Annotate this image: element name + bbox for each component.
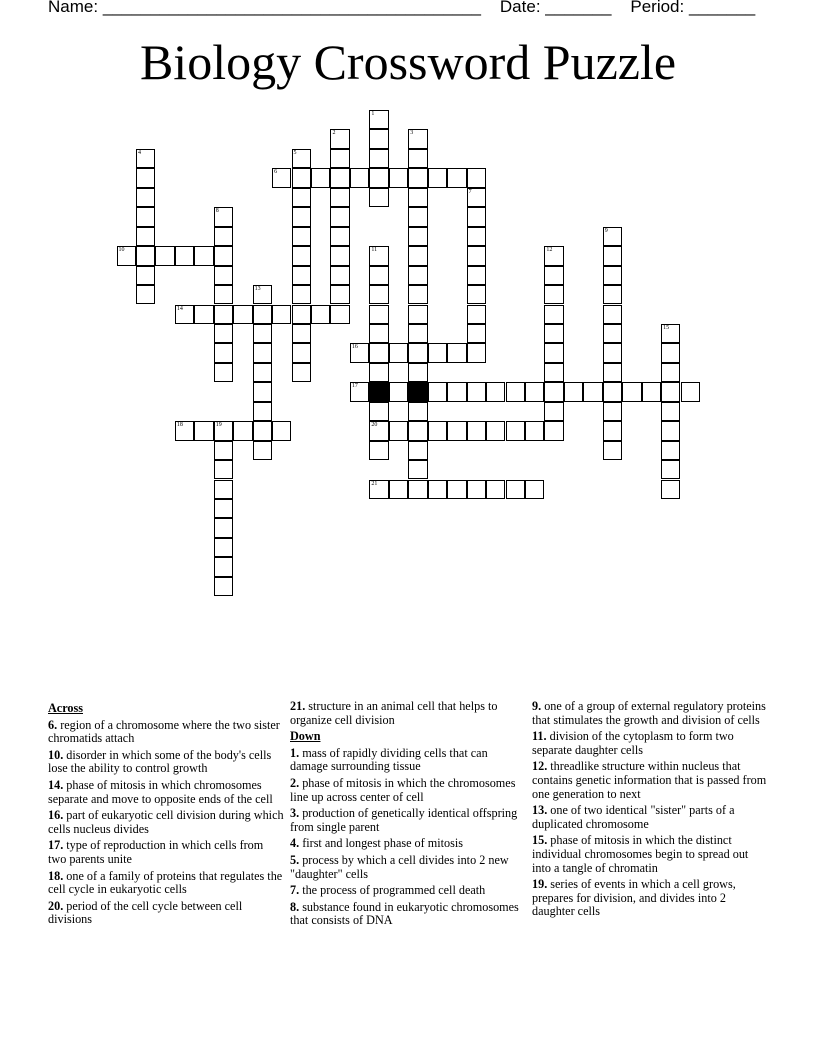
grid-cell[interactable]	[214, 499, 233, 518]
clue-item	[48, 779, 284, 806]
grid-cell[interactable]	[194, 421, 213, 440]
clue-text: mass of rapidly dividing cells that can damage surrounding tissue	[290, 745, 488, 774]
grid-cell[interactable]	[253, 363, 272, 382]
grid-cell[interactable]	[603, 363, 622, 382]
page-title: Biology Crossword Puzzle	[139, 34, 677, 90]
grid-cell[interactable]	[467, 266, 486, 285]
grid-cell[interactable]	[330, 246, 349, 265]
clue-item	[290, 777, 526, 804]
grid-cell[interactable]	[369, 363, 388, 382]
clue-number-label: 16.	[48, 808, 64, 823]
clue-text: production of genetically identical offspring from single parent	[290, 806, 518, 834]
clue-item	[290, 884, 526, 898]
grid-cell[interactable]	[214, 421, 233, 440]
clue-text: process by which a cell divides into 2 new "daughter" cells	[290, 852, 509, 881]
clue-text: first and longest phase of mitosis	[299, 836, 463, 851]
grid-cell[interactable]	[330, 227, 349, 246]
grid-cell[interactable]	[136, 227, 155, 246]
clue-text: period of the cell cycle between cell divisions	[48, 898, 243, 927]
grid-cell[interactable]	[350, 168, 369, 187]
clue-number-label: 1.	[290, 745, 300, 760]
grid-cell[interactable]	[428, 480, 447, 499]
clue-number-label: 2.	[290, 775, 300, 790]
clue-number: 8	[215, 208, 219, 215]
grid-cell[interactable]	[408, 246, 427, 265]
clue-text: disorder in which some of the body's cells lose the ability to control growth	[48, 747, 272, 776]
grid-cell[interactable]	[525, 382, 544, 401]
clue-item	[532, 878, 768, 919]
grid-cell[interactable]	[506, 421, 525, 440]
grid-cell[interactable]	[408, 227, 427, 246]
grid-cell[interactable]	[603, 305, 622, 324]
grid-cell[interactable]	[603, 421, 622, 440]
clue-number: 10	[118, 247, 125, 254]
grid-cell[interactable]	[253, 441, 272, 460]
grid-cell[interactable]	[447, 421, 466, 440]
clue-number: 12	[546, 247, 553, 254]
grid-cell[interactable]	[214, 480, 233, 499]
grid-cell[interactable]	[155, 246, 174, 265]
name-label: Name:	[48, 0, 99, 16]
grid-cell[interactable]	[194, 246, 213, 265]
grid-cell[interactable]	[661, 324, 680, 343]
grid-cell[interactable]	[544, 285, 563, 304]
clue-text: substance found in eukaryotic chromosomes that consists of DNA	[290, 899, 519, 928]
grid-cell[interactable]	[525, 421, 544, 440]
grid-cell[interactable]	[214, 207, 233, 226]
grid-cell[interactable]	[603, 343, 622, 362]
clue-number-label: 12.	[532, 759, 548, 774]
grid-cell[interactable]	[428, 382, 447, 401]
grid-cell[interactable]	[214, 557, 233, 576]
clue-number: 19	[215, 422, 222, 429]
clue-number: 3	[410, 130, 414, 137]
clue-number: 14	[176, 305, 183, 312]
clue-text: threadlike structure within nucleus that contains genetic information that is passed from one generation to next	[532, 759, 767, 801]
grid-cell[interactable]	[603, 382, 622, 401]
grid-cell[interactable]	[408, 285, 427, 304]
clue-number-label: 21.	[290, 699, 306, 713]
grid-cell[interactable]	[330, 188, 349, 207]
grid-cell[interactable]	[428, 168, 447, 187]
grid-cell[interactable]	[486, 421, 505, 440]
grid-cell[interactable]	[214, 266, 233, 285]
grid-cell[interactable]	[369, 343, 388, 362]
grid-cell[interactable]	[330, 149, 349, 168]
grid-cell[interactable]	[311, 305, 330, 324]
clue-number: 2	[332, 130, 336, 137]
grid-cell[interactable]	[603, 246, 622, 265]
grid-cell[interactable]	[467, 343, 486, 362]
grid-cell[interactable]	[369, 188, 388, 207]
period-label: Period:	[630, 0, 685, 16]
clue-number: 16	[351, 344, 358, 351]
grid-cell[interactable]	[544, 343, 563, 362]
grid-cell[interactable]	[408, 207, 427, 226]
clue-number: 5	[293, 149, 297, 156]
grid-cell[interactable]	[408, 460, 427, 479]
grid-cell[interactable]	[428, 421, 447, 440]
grid-cell[interactable]	[544, 402, 563, 421]
grid-cell[interactable]	[467, 188, 486, 207]
grid-cell[interactable]	[272, 421, 291, 440]
grid-cell[interactable]	[408, 402, 427, 421]
grid-cell[interactable]	[544, 305, 563, 324]
clue-number-label: 11.	[532, 729, 547, 744]
clue-number: 17	[351, 383, 358, 390]
grid-cell[interactable]	[583, 382, 602, 401]
grid-cell[interactable]	[467, 207, 486, 226]
grid-cell[interactable]	[292, 285, 311, 304]
grid-cell[interactable]	[389, 421, 408, 440]
clue-text: phase of mitosis in which the chromosomes line up across center of cell	[290, 775, 516, 804]
grid-cell[interactable]	[467, 285, 486, 304]
grid-cell[interactable]	[175, 305, 194, 324]
grid-cell[interactable]	[253, 324, 272, 343]
clue-section-heading: Across	[48, 701, 83, 715]
grid-cell[interactable]	[214, 441, 233, 460]
grid-cell[interactable]	[408, 343, 427, 362]
black-cell	[369, 382, 388, 401]
grid-cell[interactable]	[661, 343, 680, 362]
grid-cell[interactable]	[467, 246, 486, 265]
grid-cell[interactable]	[253, 305, 272, 324]
grid-cell[interactable]	[408, 480, 427, 499]
grid-cell[interactable]	[661, 421, 680, 440]
clue-text: one of a family of proteins that regulates the cell cycle in eukaryotic cells	[48, 868, 283, 897]
grid-cell[interactable]	[253, 402, 272, 421]
grid-cell[interactable]	[467, 421, 486, 440]
grid-cell[interactable]	[447, 480, 466, 499]
clue-item	[532, 834, 768, 875]
grid-cell[interactable]	[136, 188, 155, 207]
date-blank[interactable]: _______	[545, 0, 612, 16]
grid-cell[interactable]	[408, 441, 427, 460]
grid-cell[interactable]	[369, 129, 388, 148]
grid-cell[interactable]	[233, 421, 252, 440]
grid-cell[interactable]	[253, 343, 272, 362]
clue-number-label: 8.	[290, 899, 300, 914]
grid-cell[interactable]	[408, 421, 427, 440]
clue-text: division of the cytoplasm to form two separate daughter cells	[532, 729, 734, 757]
clue-item	[290, 901, 526, 928]
clue-number-label: 4.	[290, 836, 300, 851]
grid-cell[interactable]	[136, 207, 155, 226]
grid-cell[interactable]	[447, 343, 466, 362]
clue-number: 1	[371, 111, 375, 117]
grid-cell[interactable]	[408, 363, 427, 382]
clue-number: 7	[468, 188, 472, 195]
clue-text: series of events in which a cell grows, prepares for division, and divides into 2 daughter cells	[532, 877, 736, 919]
clue-item	[48, 839, 284, 866]
clue-item	[48, 809, 284, 836]
grid-cell[interactable]	[389, 343, 408, 362]
clue-number: 11	[371, 247, 378, 254]
clue-item	[290, 807, 526, 834]
clue-text: one of a group of external regulatory proteins that stimulates the growth and division of cells	[532, 699, 766, 727]
clue-number: 21	[371, 480, 378, 487]
clue-item	[532, 760, 768, 801]
grid-cell[interactable]	[214, 518, 233, 537]
clue-text: phase of mitosis in which the distinct individual chromosomes begin to spread out into a tangle of chromatin	[532, 833, 749, 875]
grid-cell[interactable]	[408, 149, 427, 168]
grid-cell[interactable]	[622, 382, 641, 401]
clue-text: region of a chromosome where the two sister chromatids attach	[48, 717, 280, 746]
clues-column-3	[532, 700, 768, 922]
grid-cell[interactable]	[389, 382, 408, 401]
grid-cell[interactable]	[564, 382, 583, 401]
grid-cell[interactable]	[661, 382, 680, 401]
clue-number: 4	[137, 149, 141, 156]
grid-cell[interactable]	[408, 129, 427, 148]
grid-cell[interactable]	[214, 324, 233, 343]
grid-cell[interactable]	[408, 266, 427, 285]
grid-cell[interactable]	[681, 382, 700, 401]
grid-cell[interactable]	[214, 285, 233, 304]
grid-cell[interactable]	[603, 266, 622, 285]
grid-cell[interactable]	[447, 382, 466, 401]
grid-cell[interactable]	[292, 227, 311, 246]
clues-column-2	[290, 700, 526, 931]
grid-cell[interactable]	[214, 246, 233, 265]
grid-cell[interactable]	[486, 480, 505, 499]
grid-cell[interactable]	[467, 168, 486, 187]
clue-item	[48, 719, 284, 746]
clues-column-1	[48, 700, 284, 930]
grid-cell[interactable]	[330, 266, 349, 285]
clue-number: 6	[274, 169, 278, 176]
grid-cell[interactable]	[292, 324, 311, 343]
grid-cell[interactable]	[330, 168, 349, 187]
period-blank[interactable]: _______	[688, 0, 756, 16]
grid-cell[interactable]	[253, 382, 272, 401]
date-label: Date:	[499, 0, 541, 16]
grid-cell[interactable]	[292, 149, 311, 168]
grid-cell[interactable]	[311, 168, 330, 187]
grid-cell[interactable]	[661, 441, 680, 460]
grid-cell[interactable]	[369, 149, 388, 168]
grid-cell[interactable]	[447, 168, 466, 187]
grid-cell[interactable]	[292, 305, 311, 324]
grid-cell[interactable]	[214, 538, 233, 557]
clue-number-label: 6.	[48, 717, 58, 732]
clue-number: 18	[176, 422, 183, 429]
clue-item	[48, 870, 284, 897]
grid-cell[interactable]	[330, 305, 349, 324]
grid-cell[interactable]	[428, 343, 447, 362]
grid-cell[interactable]	[544, 324, 563, 343]
grid-cell[interactable]	[136, 149, 155, 168]
grid-cell[interactable]	[467, 480, 486, 499]
grid-cell[interactable]	[292, 363, 311, 382]
grid-cell[interactable]	[214, 305, 233, 324]
grid-cell[interactable]	[272, 168, 291, 187]
grid-cell[interactable]	[661, 363, 680, 382]
clue-text: part of eukaryotic cell division during which cells nucleus divides	[48, 808, 284, 836]
grid-cell[interactable]	[408, 324, 427, 343]
grid-cell[interactable]	[506, 480, 525, 499]
grid-cell[interactable]	[603, 441, 622, 460]
grid-cell[interactable]	[369, 168, 388, 187]
clue-item	[532, 804, 768, 831]
clue-number: 15	[663, 324, 670, 331]
grid-cell[interactable]	[292, 266, 311, 285]
grid-cell[interactable]	[408, 188, 427, 207]
clue-number-label: 20.	[48, 898, 64, 913]
clue-number-label: 5.	[290, 852, 300, 867]
clue-section-heading: Down	[290, 729, 321, 744]
grid-cell[interactable]	[253, 285, 272, 304]
name-blank[interactable]: ________________________________________	[102, 0, 481, 16]
grid-cell[interactable]	[330, 207, 349, 226]
grid-cell[interactable]	[136, 285, 155, 304]
grid-cell[interactable]	[292, 207, 311, 226]
clue-number-label: 3.	[290, 806, 300, 821]
grid-cell[interactable]	[467, 382, 486, 401]
clue-number-label: 13.	[532, 803, 548, 818]
grid-cell[interactable]	[292, 246, 311, 265]
grid-cell[interactable]	[389, 480, 408, 499]
clue-number-label: 7.	[290, 883, 300, 898]
grid-cell[interactable]	[350, 343, 369, 362]
clue-item	[290, 837, 526, 851]
grid-cell[interactable]	[330, 129, 349, 148]
black-cell	[408, 382, 427, 401]
grid-cell[interactable]	[603, 402, 622, 421]
grid-cell[interactable]	[467, 324, 486, 343]
grid-cell[interactable]	[506, 382, 525, 401]
clue-number: 20	[371, 422, 378, 429]
grid-cell[interactable]	[233, 305, 252, 324]
grid-cell[interactable]	[292, 188, 311, 207]
grid-cell[interactable]	[117, 246, 136, 265]
grid-cell[interactable]	[136, 246, 155, 265]
clue-item	[48, 900, 284, 927]
clue-text: the process of programmed cell death	[299, 883, 486, 898]
grid-cell[interactable]	[408, 305, 427, 324]
grid-cell[interactable]	[544, 266, 563, 285]
grid-cell[interactable]	[525, 480, 544, 499]
clue-number-label: 18.	[48, 868, 64, 883]
grid-cell[interactable]	[369, 285, 388, 304]
grid-cell[interactable]	[214, 577, 233, 596]
grid-cell[interactable]	[194, 305, 213, 324]
grid-cell[interactable]	[214, 460, 233, 479]
grid-cell[interactable]	[175, 421, 194, 440]
grid-cell[interactable]	[214, 227, 233, 246]
grid-cell[interactable]	[603, 227, 622, 246]
grid-cell[interactable]	[486, 382, 505, 401]
clue-text: one of two identical "sister" parts of a duplicated chromosome	[532, 803, 735, 831]
clue-item	[290, 747, 526, 774]
grid-cell[interactable]	[467, 305, 486, 324]
grid-cell[interactable]	[544, 363, 563, 382]
grid-cell[interactable]	[544, 421, 563, 440]
grid-cell[interactable]	[661, 460, 680, 479]
grid-cell[interactable]	[369, 402, 388, 421]
grid-cell[interactable]	[369, 246, 388, 265]
grid-cell[interactable]	[292, 168, 311, 187]
grid-cell[interactable]	[408, 168, 427, 187]
clue-item	[532, 700, 768, 727]
clue-number-label: 15.	[532, 833, 548, 848]
clue-item	[290, 700, 526, 727]
grid-cell[interactable]	[136, 168, 155, 187]
grid-cell[interactable]	[369, 305, 388, 324]
clue-number: 13	[254, 286, 261, 293]
grid-cell[interactable]	[544, 382, 563, 401]
grid-cell[interactable]	[350, 382, 369, 401]
grid-cell[interactable]	[292, 343, 311, 362]
clue-number-label: 17.	[48, 838, 64, 853]
grid-cell[interactable]	[214, 343, 233, 362]
clue-number-label: 9.	[532, 699, 542, 713]
grid-cell[interactable]	[136, 266, 155, 285]
clue-number-label: 14.	[48, 777, 64, 792]
grid-cell[interactable]	[369, 421, 388, 440]
clue-item	[532, 730, 768, 757]
clue-item	[290, 854, 526, 881]
clue-text: type of reproduction in which cells from two parents unite	[48, 838, 264, 866]
grid-cell[interactable]	[661, 402, 680, 421]
grid-cell[interactable]	[389, 168, 408, 187]
grid-cell[interactable]	[369, 266, 388, 285]
grid-cell[interactable]	[544, 246, 563, 265]
clue-number: 9	[604, 227, 608, 234]
grid-cell[interactable]	[175, 246, 194, 265]
grid-cell[interactable]	[253, 421, 272, 440]
grid-cell[interactable]	[330, 285, 349, 304]
grid-cell[interactable]	[369, 480, 388, 499]
clue-text: structure in an animal cell that helps to organize cell division	[290, 699, 498, 727]
grid-cell[interactable]	[214, 363, 233, 382]
grid-cell[interactable]	[272, 305, 291, 324]
grid-cell[interactable]	[467, 227, 486, 246]
grid-cell[interactable]	[369, 441, 388, 460]
clue-text: phase of mitosis in which chromosomes separate and move to opposite ends of the cell	[48, 777, 273, 806]
grid-cell[interactable]	[369, 110, 388, 129]
clue-item	[48, 749, 284, 776]
clue-number-label: 19.	[532, 877, 548, 892]
grid-cell[interactable]	[603, 285, 622, 304]
clue-number-label: 10.	[48, 747, 64, 762]
grid-cell[interactable]	[603, 324, 622, 343]
grid-cell[interactable]	[369, 324, 388, 343]
grid-cell[interactable]	[661, 480, 680, 499]
grid-cell[interactable]	[642, 382, 661, 401]
